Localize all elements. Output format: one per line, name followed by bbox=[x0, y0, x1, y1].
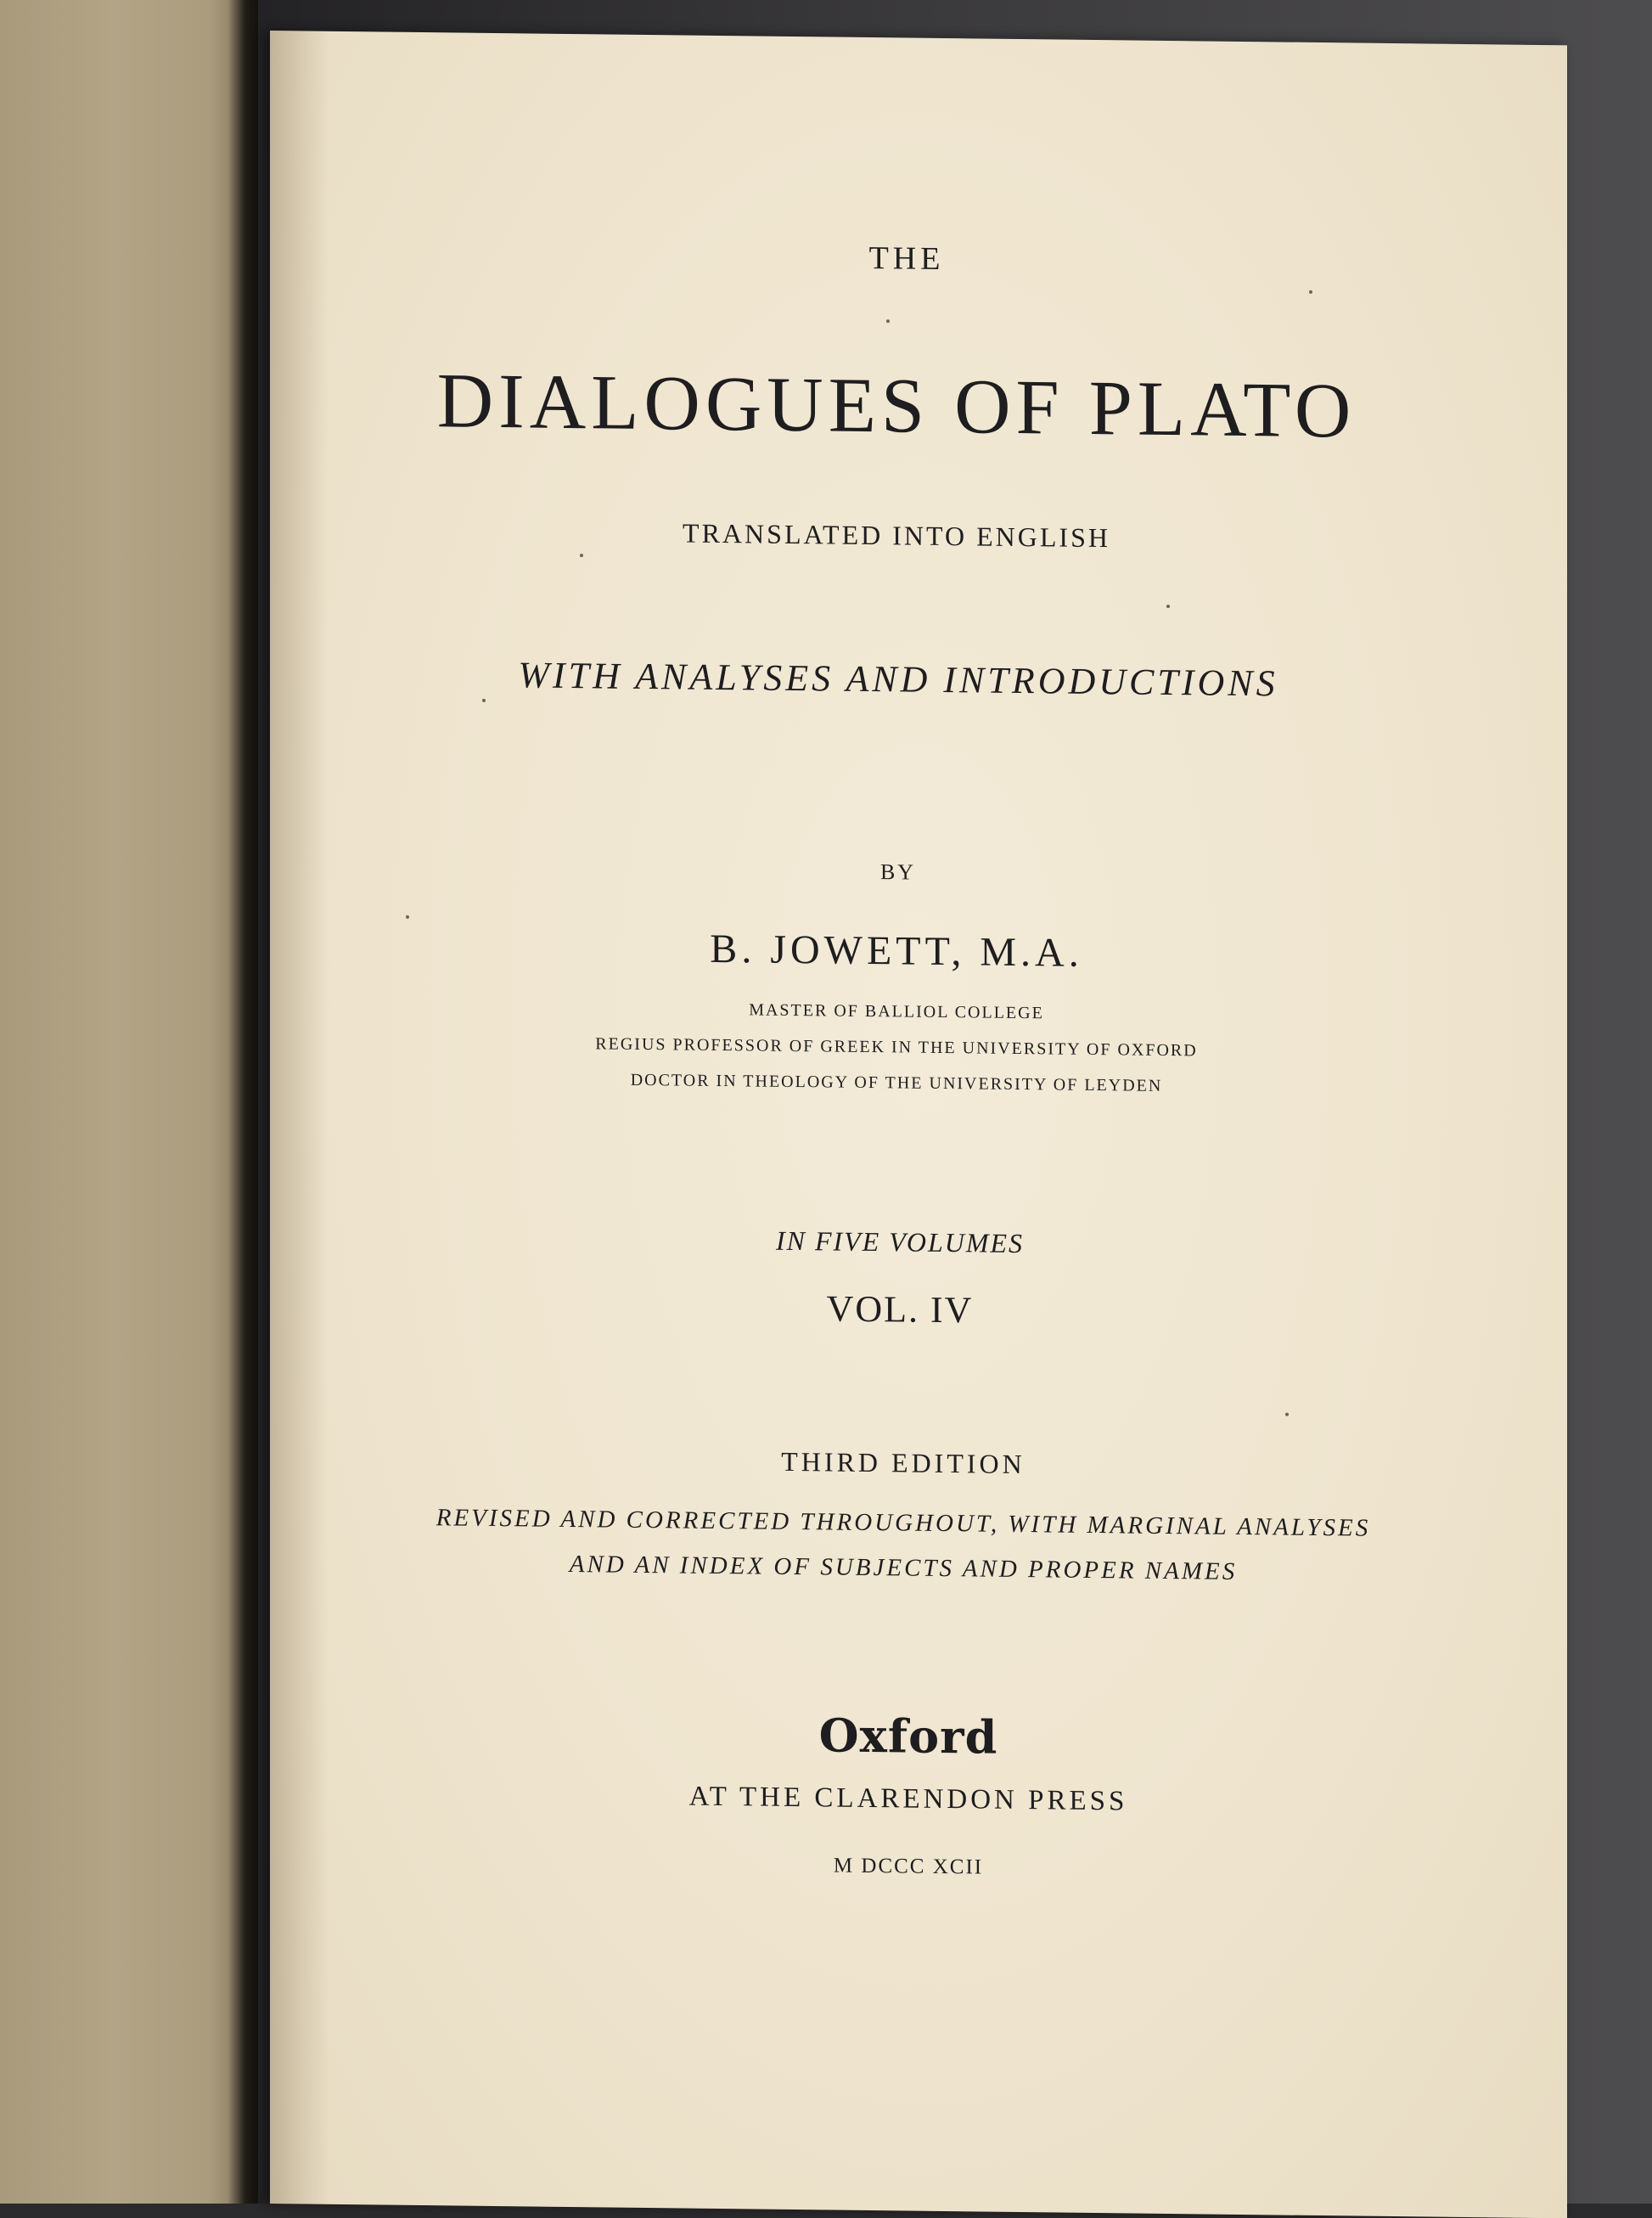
author-credential: REGIUS PROFESSOR OF GREEK IN THE UNIVERSITY OF OXFORD bbox=[595, 1034, 1198, 1061]
publication-year: M DCCC XCII bbox=[833, 1854, 984, 1879]
paper-speck bbox=[886, 319, 890, 323]
paper-speck bbox=[1309, 290, 1312, 294]
revision-note-line: AND AN INDEX OF SUBJECTS AND PROPER NAMES bbox=[569, 1551, 1238, 1585]
paper-speck bbox=[406, 915, 409, 919]
by-line: BY bbox=[879, 859, 917, 885]
revision-note-line: REVISED AND CORRECTED THROUGHOUT, WITH MARGINAL ANALYSES bbox=[435, 1504, 1371, 1542]
volumes-count: IN FIVE VOLUMES bbox=[775, 1224, 1025, 1259]
title-page bbox=[270, 31, 1567, 2218]
paper-speck bbox=[1166, 605, 1170, 608]
title-article: THE bbox=[868, 240, 945, 278]
book-binding-endpaper bbox=[0, 0, 255, 2204]
edition-line: THIRD EDITION bbox=[781, 1445, 1025, 1480]
paper-speck bbox=[580, 554, 583, 557]
publisher-name: AT THE CLARENDON PRESS bbox=[688, 1781, 1128, 1817]
publisher-place: Oxford bbox=[818, 1708, 998, 1765]
author-credential: DOCTOR IN THEOLOGY OF THE UNIVERSITY OF LEYDEN bbox=[630, 1070, 1163, 1095]
volume-number: VOL. IV bbox=[826, 1287, 974, 1331]
author-name: B. JOWETT, M.A. bbox=[710, 926, 1083, 976]
book-title: DIALOGUES OF PLATO bbox=[436, 357, 1357, 454]
paper-speck bbox=[1285, 1413, 1289, 1416]
author-credential: MASTER OF BALLIOL COLLEGE bbox=[749, 1000, 1044, 1023]
paper-speck bbox=[482, 699, 486, 702]
with-analyses-line: WITH ANALYSES AND INTRODUCTIONS bbox=[518, 654, 1278, 705]
translated-line: TRANSLATED INTO ENGLISH bbox=[683, 517, 1110, 554]
